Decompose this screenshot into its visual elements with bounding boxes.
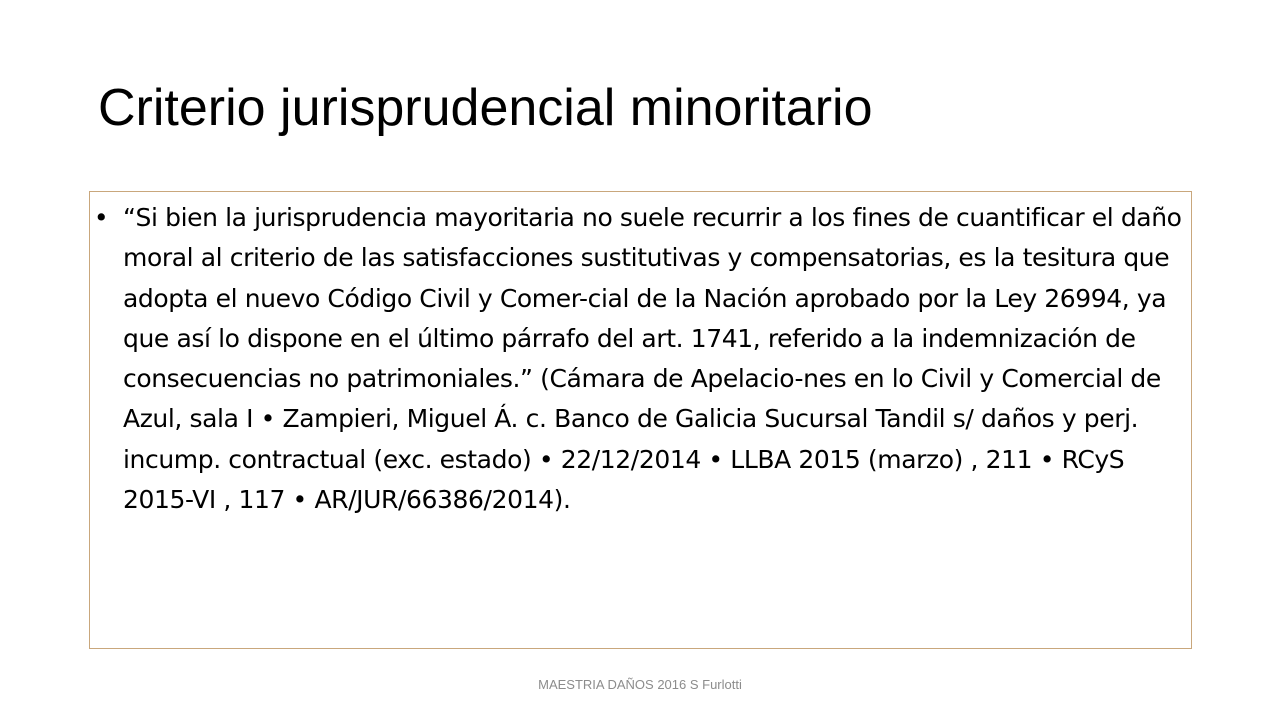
- content-placeholder: [89, 191, 1192, 649]
- slide-title: Criterio jurisprudencial minoritario: [98, 79, 873, 137]
- bullet-marker: •: [93, 203, 109, 232]
- bullet-item: [93, 198, 1187, 520]
- bullet-text: “Si bien la jurisprudencia mayoritaria no suele recurrir a los fines de cuantificar el daño moral al criterio de las satisfacciones sustitutivas y compensatorias, es la tesitura que adopta el nuevo Código Civil y Comer-cial de la Nación aprobado por la Ley 26994, ya que así lo dispone en el último párrafo del art. 1741, referido a la indemnización de consecuencias no patrimoniales.” (Cámara de Apelacio-nes en lo Civil y Comercial de Azul, sala I • Zampieri, Miguel Á. c. Banco de Galicia Sucursal Tandil s/ daños y perj. incump. contractual (exc. estado) • 22/12/2014 • LLBA 2015 (marzo) , 211 • RCyS 2015-VI , 117 • AR/JUR/66386/2014).: [123, 203, 1182, 515]
- slide-footer: MAESTRIA DAÑOS 2016 S Furlotti: [538, 677, 742, 692]
